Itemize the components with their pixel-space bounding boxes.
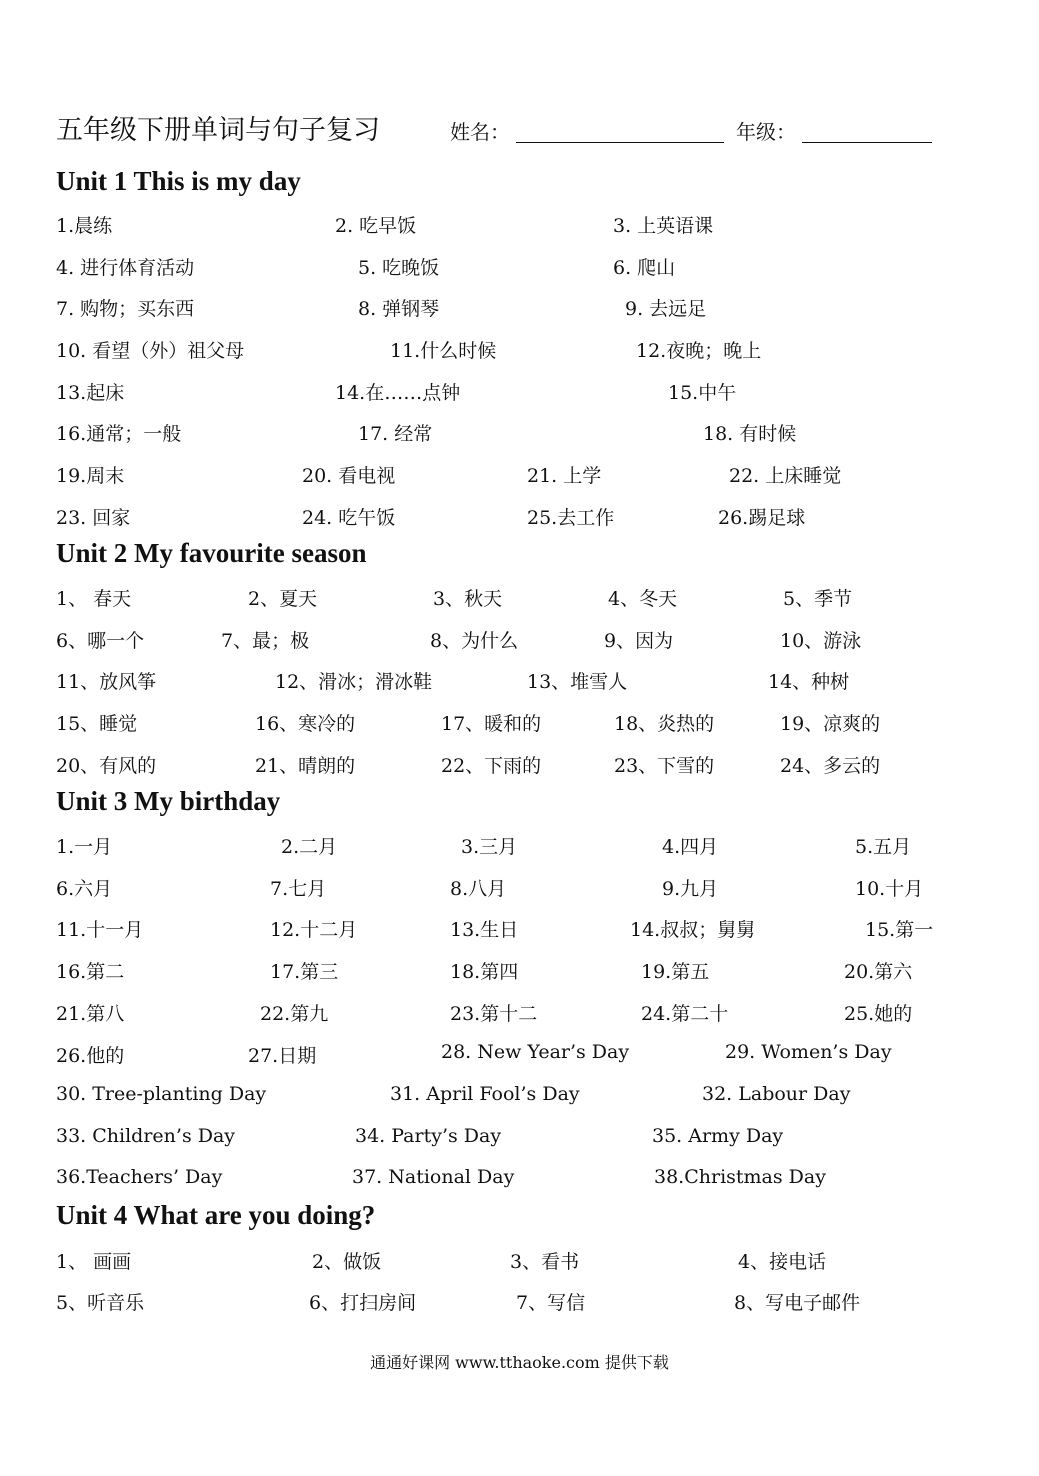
unit-4-heading: Unit 4 What are you doing? (56, 1200, 376, 1230)
vocab-item: 18. 有时候 (703, 423, 797, 445)
worksheet-header (56, 108, 956, 148)
vocab-item: 4. 进行体育活动 (56, 257, 195, 279)
vocab-item: 14、种树 (768, 671, 850, 693)
unit-2-heading: Unit 2 My favourite season (56, 538, 367, 568)
vocab-item: 19、凉爽的 (780, 713, 881, 735)
vocab-item: 10、游泳 (780, 630, 862, 652)
vocab-item: 23.第十二 (450, 1003, 538, 1025)
vocab-item: 7. 购物；买东西 (56, 298, 195, 320)
vocab-item: 29. Women’s Day (725, 1041, 892, 1063)
vocab-item: 33. Children’s Day (56, 1125, 236, 1147)
vocab-item: 2. 吃早饭 (335, 215, 417, 237)
vocab-item: 3. 上英语课 (613, 215, 714, 237)
vocab-item: 4、冬天 (608, 588, 678, 610)
vocab-item: 15、睡觉 (56, 713, 138, 735)
vocab-item: 22.第九 (260, 1003, 329, 1025)
vocab-item: 35. Army Day (652, 1125, 784, 1147)
vocab-item: 10.十月 (855, 878, 924, 900)
vocab-item: 16、寒冷的 (255, 713, 356, 735)
vocab-item: 17.第三 (270, 961, 339, 983)
vocab-item: 16.第二 (56, 961, 125, 983)
vocab-item: 28. New Year’s Day (441, 1041, 630, 1063)
vocab-item: 31. April Fool’s Day (390, 1083, 580, 1105)
vocab-item: 3.三月 (461, 836, 518, 858)
grade-blank (802, 142, 932, 143)
vocab-item: 7.七月 (270, 878, 327, 900)
vocab-item: 34. Party’s Day (355, 1125, 502, 1147)
vocab-item: 16.通常；一般 (56, 423, 182, 445)
vocab-item: 7、写信 (516, 1292, 586, 1314)
vocab-item: 11.什么时候 (390, 340, 497, 362)
name-label: 姓名： (450, 120, 510, 144)
vocab-item: 17. 经常 (358, 423, 433, 445)
vocab-item: 18.第四 (450, 961, 519, 983)
vocab-item: 21、晴朗的 (255, 755, 356, 777)
vocab-item: 1、 春天 (56, 588, 132, 610)
vocab-item: 38.Christmas Day (654, 1166, 826, 1188)
vocab-item: 20.第六 (844, 961, 913, 983)
vocab-item: 21.第八 (56, 1003, 125, 1025)
grade-label: 年级： (736, 120, 796, 144)
vocab-item: 12.夜晚；晚上 (636, 340, 762, 362)
vocab-item: 2.二月 (281, 836, 338, 858)
vocab-item: 6、打扫房间 (309, 1292, 417, 1314)
vocab-item: 23、下雪的 (614, 755, 715, 777)
vocab-item: 22、下雨的 (441, 755, 542, 777)
vocab-item: 8、为什么 (430, 630, 519, 652)
vocab-item: 4.四月 (662, 836, 719, 858)
vocab-item: 5. 吃晚饭 (358, 257, 440, 279)
vocab-item: 18、炎热的 (614, 713, 715, 735)
vocab-item: 23. 回家 (56, 507, 131, 529)
vocab-item: 5、季节 (783, 588, 853, 610)
vocab-item: 15.第一 (865, 919, 934, 941)
vocab-item: 27.日期 (248, 1045, 317, 1067)
vocab-item: 4、接电话 (738, 1251, 827, 1273)
vocab-item: 26.他的 (56, 1045, 125, 1067)
vocab-item: 14.叔叔；舅舅 (630, 919, 756, 941)
vocab-item: 2、夏天 (248, 588, 318, 610)
vocab-item: 24.第二十 (641, 1003, 729, 1025)
vocab-item: 9、因为 (604, 630, 674, 652)
vocab-item: 9.九月 (662, 878, 719, 900)
unit-3-heading: Unit 3 My birthday (56, 786, 281, 816)
footer-credit: 通通好课网 www.tthaoke.com 提供下载 (370, 1353, 669, 1372)
vocab-item: 36.Teachers’ Day (56, 1166, 223, 1188)
vocab-item: 11、放风筝 (56, 671, 157, 693)
vocab-item: 6.六月 (56, 878, 113, 900)
vocab-item: 13、堆雪人 (527, 671, 628, 693)
vocab-item: 25.去工作 (527, 507, 615, 529)
name-blank (516, 142, 724, 143)
vocab-item: 19.周末 (56, 465, 125, 487)
vocab-item: 10. 看望（外）祖父母 (56, 340, 245, 362)
vocab-item: 2、做饭 (312, 1251, 382, 1273)
vocab-item: 13.起床 (56, 382, 125, 404)
vocab-item: 17、暖和的 (441, 713, 542, 735)
page-title: 五年级下册单词与句子复习 (56, 115, 380, 146)
vocab-item: 6、哪一个 (56, 630, 145, 652)
vocab-item: 37. National Day (352, 1166, 515, 1188)
vocab-item: 32. Labour Day (702, 1083, 851, 1105)
vocab-item: 3、秋天 (433, 588, 503, 610)
vocab-item: 1.晨练 (56, 215, 113, 237)
vocab-item: 19.第五 (641, 961, 710, 983)
vocab-item: 8、写电子邮件 (734, 1292, 861, 1314)
vocab-item: 12.十二月 (270, 919, 358, 941)
vocab-item: 3、看书 (510, 1251, 580, 1273)
vocab-item: 24、多云的 (780, 755, 881, 777)
vocab-item: 8.八月 (450, 878, 507, 900)
vocab-item: 7、最；极 (221, 630, 310, 652)
vocab-item: 6. 爬山 (613, 257, 676, 279)
vocab-item: 25.她的 (844, 1003, 913, 1025)
vocab-item: 20、有风的 (56, 755, 157, 777)
vocab-item: 5、听音乐 (56, 1292, 145, 1314)
vocab-item: 15.中午 (668, 382, 737, 404)
vocab-item: 12、滑冰；滑冰鞋 (275, 671, 433, 693)
vocab-item: 20. 看电视 (302, 465, 396, 487)
vocab-item: 1、 画画 (56, 1251, 132, 1273)
vocab-item: 26.踢足球 (718, 507, 806, 529)
vocab-item: 1.一月 (56, 836, 113, 858)
vocab-item: 21. 上学 (527, 465, 602, 487)
vocab-item: 30. Tree-planting Day (56, 1083, 267, 1105)
vocab-item: 22. 上床睡觉 (729, 465, 842, 487)
vocab-item: 11.十一月 (56, 919, 144, 941)
unit-1-heading: Unit 1 This is my day (56, 166, 301, 196)
vocab-item: 8. 弹钢琴 (358, 298, 440, 320)
vocab-item: 13.生日 (450, 919, 519, 941)
vocab-item: 24. 吃午饭 (302, 507, 396, 529)
vocab-item: 5.五月 (855, 836, 912, 858)
vocab-item: 9. 去远足 (625, 298, 707, 320)
vocab-item: 14.在……点钟 (335, 382, 461, 404)
